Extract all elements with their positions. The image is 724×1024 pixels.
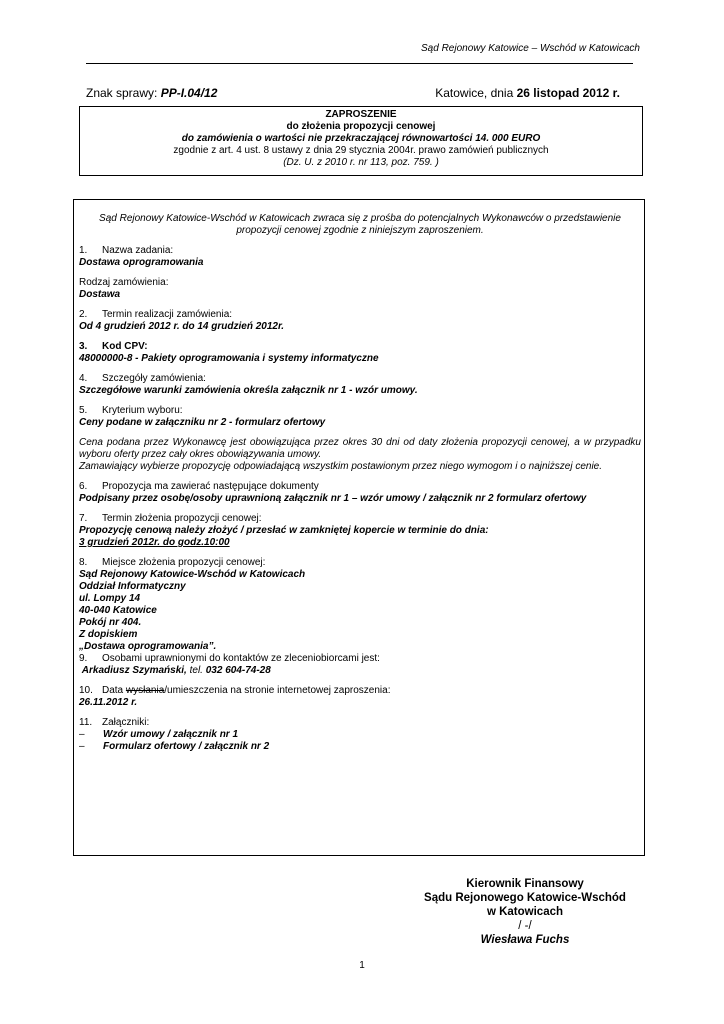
section-contact-person — [79, 653, 641, 677]
price-notes — [79, 437, 641, 473]
section-number: 6. — [79, 481, 88, 492]
invitation-box — [79, 106, 643, 176]
signature-line-3: w Katowicach — [486, 906, 564, 918]
address-line: Pokój nr 404. — [79, 617, 142, 628]
case-reference-label: Znak sprawy: — [86, 86, 158, 100]
section-value: 48000000-8 - Pakiety oprogramowania i systemy informatyczne — [79, 353, 379, 364]
city-date-prefix: Katowice, dnia — [435, 86, 514, 100]
signatory-name: Wiesława Fuchs — [480, 934, 570, 946]
signature-block — [405, 877, 645, 947]
section-value: Podpisany przez osobę/osoby uprawnioną załącznik nr 1 – wzór umowy / załącznik nr 2 formularz ofertowy — [79, 493, 587, 504]
date-value: 26 listopad 2012 r. — [516, 86, 620, 100]
address-line: ul. Lompy 14 — [79, 593, 141, 604]
case-reference-value: PP-I.04/12 — [160, 86, 218, 100]
section-label: Miejsce złożenia propozycji cenowej: — [102, 557, 266, 568]
section-selection-criterion — [79, 405, 641, 429]
section-label: Propozycja ma zawierać następujące dokumenty — [102, 481, 319, 492]
invitation-line-1: do złożenia propozycji cenowej — [286, 121, 436, 132]
section-label: Termin złożenia propozycji cenowej: — [102, 513, 262, 524]
contact-tel: 032 604-74-28 — [205, 665, 271, 676]
deadline-value: 3 grudzień 2012r. do godz.10:00 — [79, 537, 230, 548]
dash-bullet: – — [79, 741, 85, 752]
address-line: 40-040 Katowice — [79, 605, 157, 616]
section-submission-place — [79, 557, 641, 653]
address-line: „Dostawa oprogramowania”. — [79, 641, 217, 652]
section-number: 9. — [79, 653, 88, 664]
section-label-post: /umieszczenia na stronie internetowej zaproszenia: — [164, 685, 391, 696]
section-label: Kryterium wyboru: — [102, 405, 183, 416]
header-divider — [86, 63, 633, 64]
dash-bullet: – — [79, 729, 85, 740]
section-label-pre: Data — [102, 685, 124, 696]
selection-note: Zamawiający wybierze propozycję odpowiadającą wszystkim postawionym przez niego wymogom i o najniższej cenie. — [79, 461, 603, 472]
section-number: 5. — [79, 405, 88, 416]
attachment-name: Formularz ofertowy / załącznik nr 2 — [103, 741, 270, 752]
signature-line-1: Kierownik Finansowy — [466, 878, 584, 890]
section-label: Kod CPV: — [102, 341, 148, 352]
invitation-title: ZAPROSZENIE — [325, 109, 397, 120]
struck-word: wysłania — [125, 685, 165, 696]
page-number: 1 — [359, 960, 365, 971]
address-line: Oddział Informatyczny — [79, 581, 186, 592]
contact-tel-label: tel. — [189, 665, 203, 676]
section-value: Dostawa oprogramowania — [79, 257, 204, 268]
invitation-line-4: (Dz. U. z 2010 r. nr 113, poz. 759. ) — [283, 157, 439, 168]
list-item — [79, 741, 641, 753]
section-publication-date — [79, 685, 641, 709]
signature-line-2: Sądu Rejonowego Katowice-Wschód — [424, 892, 626, 904]
section-value: Propozycję cenową należy złożyć / przesłać w zamkniętej kopercie w terminie do dnia: — [79, 525, 489, 536]
section-value: 26.11.2012 r. — [79, 697, 138, 708]
section-value: Od 4 grudzień 2012 r. do 14 grudzień 2012r. — [79, 321, 285, 332]
address-line: Sąd Rejonowy Katowice-Wschód w Katowicach — [79, 569, 306, 580]
section-attachments — [79, 717, 641, 753]
section-number: 3. — [79, 341, 88, 352]
invitation-line-2: do zamówienia o wartości nie przekraczającej równowartości 14. 000 EURO — [181, 133, 541, 144]
invitation-line-3: zgodnie z art. 4 ust. 8 ustawy z dnia 29 stycznia 2004r. prawo zamówień publicznych — [173, 145, 549, 156]
section-submission-deadline — [79, 513, 641, 549]
price-validity-note: Cena podana przez Wykonawcę jest obowiązująca przez okres 30 dni od daty złożenia propozycji cenowej, a w przypadku wyboru oferty przez cały okres obowiązywania umowy. — [79, 437, 641, 460]
section-number: 8. — [79, 557, 88, 568]
section-number: 2. — [79, 309, 88, 320]
section-value: Szczegółowe warunki zamówienia określa załącznik nr 1 - wzór umowy. — [79, 385, 418, 396]
header-court-name: Sąd Rejonowy Katowice – Wschód w Katowicach — [421, 43, 640, 54]
section-number: 1. — [79, 245, 88, 256]
case-reference — [86, 86, 217, 100]
section-order-details — [79, 373, 641, 397]
section-label: Nazwa zadania: — [102, 245, 174, 256]
main-content-box — [73, 199, 645, 856]
section-task-name — [79, 245, 641, 269]
document-date — [435, 86, 620, 100]
list-item — [79, 729, 641, 741]
section-label: Termin realizacji zamówienia: — [102, 309, 233, 320]
signature-line-4: / -/ — [518, 920, 532, 932]
section-required-documents — [79, 481, 641, 505]
section-number: 7. — [79, 513, 88, 524]
attachment-name: Wzór umowy / załącznik nr 1 — [103, 729, 239, 740]
section-value: Ceny podane w załączniku nr 2 - formularz ofertowy — [79, 417, 326, 428]
section-number: 10. — [79, 685, 93, 696]
section-order-type — [79, 277, 641, 301]
reference-row — [86, 86, 620, 100]
section-cpv-code — [79, 341, 641, 365]
section-label: Rodzaj zamówienia: — [79, 277, 169, 288]
section-realization-date — [79, 309, 641, 333]
section-label: Załączniki: — [102, 717, 150, 728]
section-value: Dostawa — [79, 289, 121, 300]
section-label: Szczegóły zamówienia: — [102, 373, 206, 384]
section-label: Osobami uprawnionymi do kontaktów ze zleceniobiorcami jest: — [102, 653, 380, 664]
section-number: 11. — [79, 717, 93, 728]
contact-name: Arkadiusz Szymański, — [81, 665, 187, 676]
intro-text: Sąd Rejonowy Katowice-Wschód w Katowicach zwraca się z prośba do potencjalnych Wykonawców o przedstawienie propozycji cenowej zgodnie z niniejszym zaproszeniem. — [99, 213, 621, 236]
address-line: Z dopiskiem — [79, 629, 138, 640]
section-number: 4. — [79, 373, 88, 384]
